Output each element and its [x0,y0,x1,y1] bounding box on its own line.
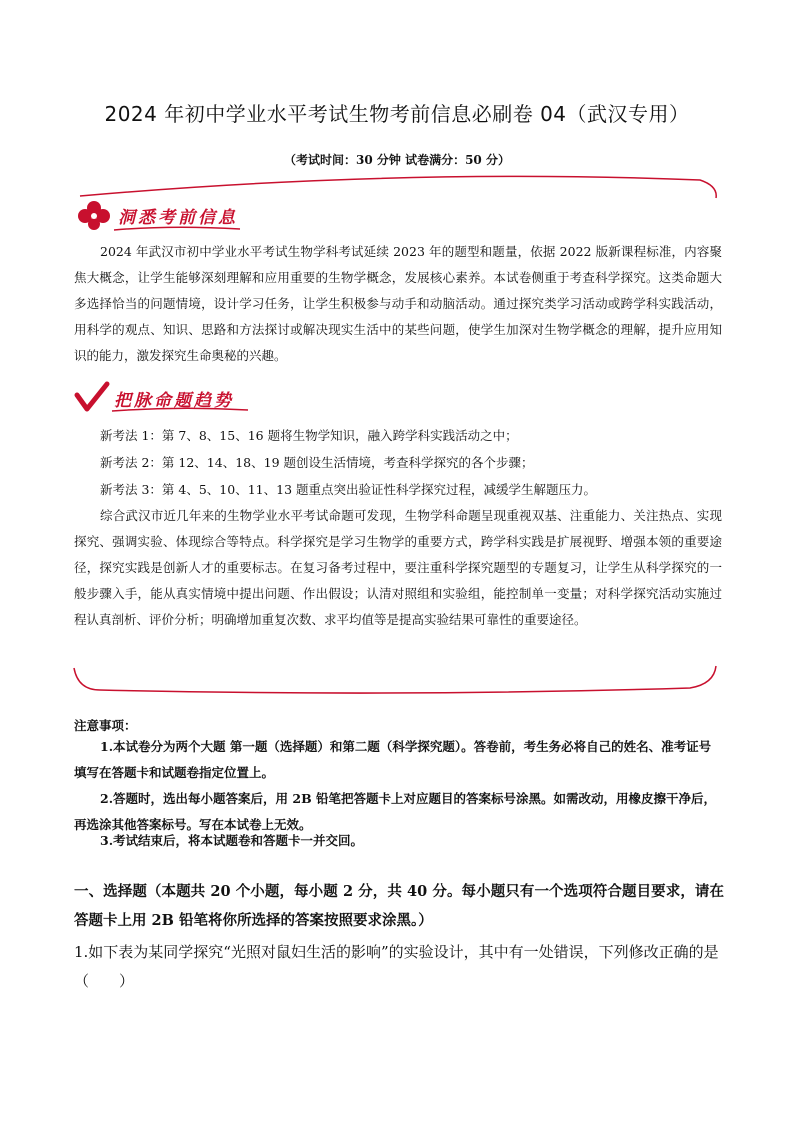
frame-bottom-arc [74,666,716,693]
trend-item: 新考法 3：第 4、5、10、11、13 题重点突出验证性科学探究过程，减缓学生解题压力。 [100,482,596,497]
heading-underline [110,405,250,415]
notes-item: 3.考试结束后，将本试题卷和答题卡一并交回。 [100,833,364,848]
insight-paragraph: 2024 年武汉市初中学业水平考试生物学科考试延续 2023 年的题型和题量，依据 2022 版新课程标准，内容聚焦大概念，让学生能够深刻理解和应用重要的生物学概念，发展核心素养。本试卷侧重于考查科学探究。这类命题大多选择恰当的问题情境，设计学习任务，让学生积极参与动手和动脑活动。通过探究类学习活动或跨学科实践活动，用科学的观点、知识、思路和方法探讨或解决现实生活中的某些问题，使学生加深对生物学概念的理解，提升应用知识的能力，激发探究生命奥秘的兴趣。 [74,244,722,363]
question-1: 1.如下表为某同学探究“光照对鼠妇生活的影响”的实验设计，其中有一处错误，下列修改正确的是（ ） [74,943,719,990]
trend-summary: 综合武汉市近几年来的生物学业水平考试命题可发现，生物学科命题呈现重视双基、注重能力、关注热点、实现探究、强调实验、体现综合等特点。科学探究是学习生物学的重要方式，跨学科实践是扩展视野、增强本领的重要途径，探究实践是创新人才的重要标志。在复习备考过程中，要注重科学探究题型的专题复习，让学生从科学探究的一般步骤入手，能从真实情境中提出问题、作出假设；认清对照组和实验组，能控制单一变量；对科学探究活动实施过程认真剖析、评价分析；明确增加重复次数、求平均值等是提高实验结果可靠性的重要途径。 [74,508,722,627]
page-title: 2024 年初中学业水平考试生物考前信息必刷卷 04（武汉专用） [104,102,690,126]
notes-item: 2.答题时，选出每小题答案后，用 2B 铅笔把答题卡上对应题目的答案标号涂黑。如需改动，用橡皮擦干净后，再选涂其他答案标号。写在本试卷上无效。 [74,791,717,832]
part1-heading: 一、选择题（本题共 20 个小题，每小题 2 分，共 40 分。每小题只有一个选项符合题目要求，请在答题卡上用 2B 铅笔将你所选择的答案按照要求涂黑。） [74,883,724,929]
notes-title: 注意事项： [74,718,137,733]
checkmark-icon [74,381,110,415]
trend-item: 新考法 1：第 7、8、15、16 题将生物学知识，融入跨学科实践活动之中； [100,428,518,443]
heading-underline [112,224,242,234]
exam-info: （考试时间：30 分钟 试卷满分：50 分） [284,153,510,167]
trend-item: 新考法 2：第 12、14、18、19 题创设生活情境，考查科学探究的各个步骤； [100,455,534,470]
section-heading-label: 洞悉考前信息 [118,207,238,228]
section-heading-label: 把脉命题趋势 [114,390,234,411]
clover-icon [76,199,112,231]
notes-item: 1.本试卷分为两个大题 第一题（选择题）和第二题（科学探究题）。答卷前，考生务必将自己的姓名、准考证号填写在答题卡和试题卷指定位置上。 [74,739,712,780]
frame-top-arc [80,176,716,198]
